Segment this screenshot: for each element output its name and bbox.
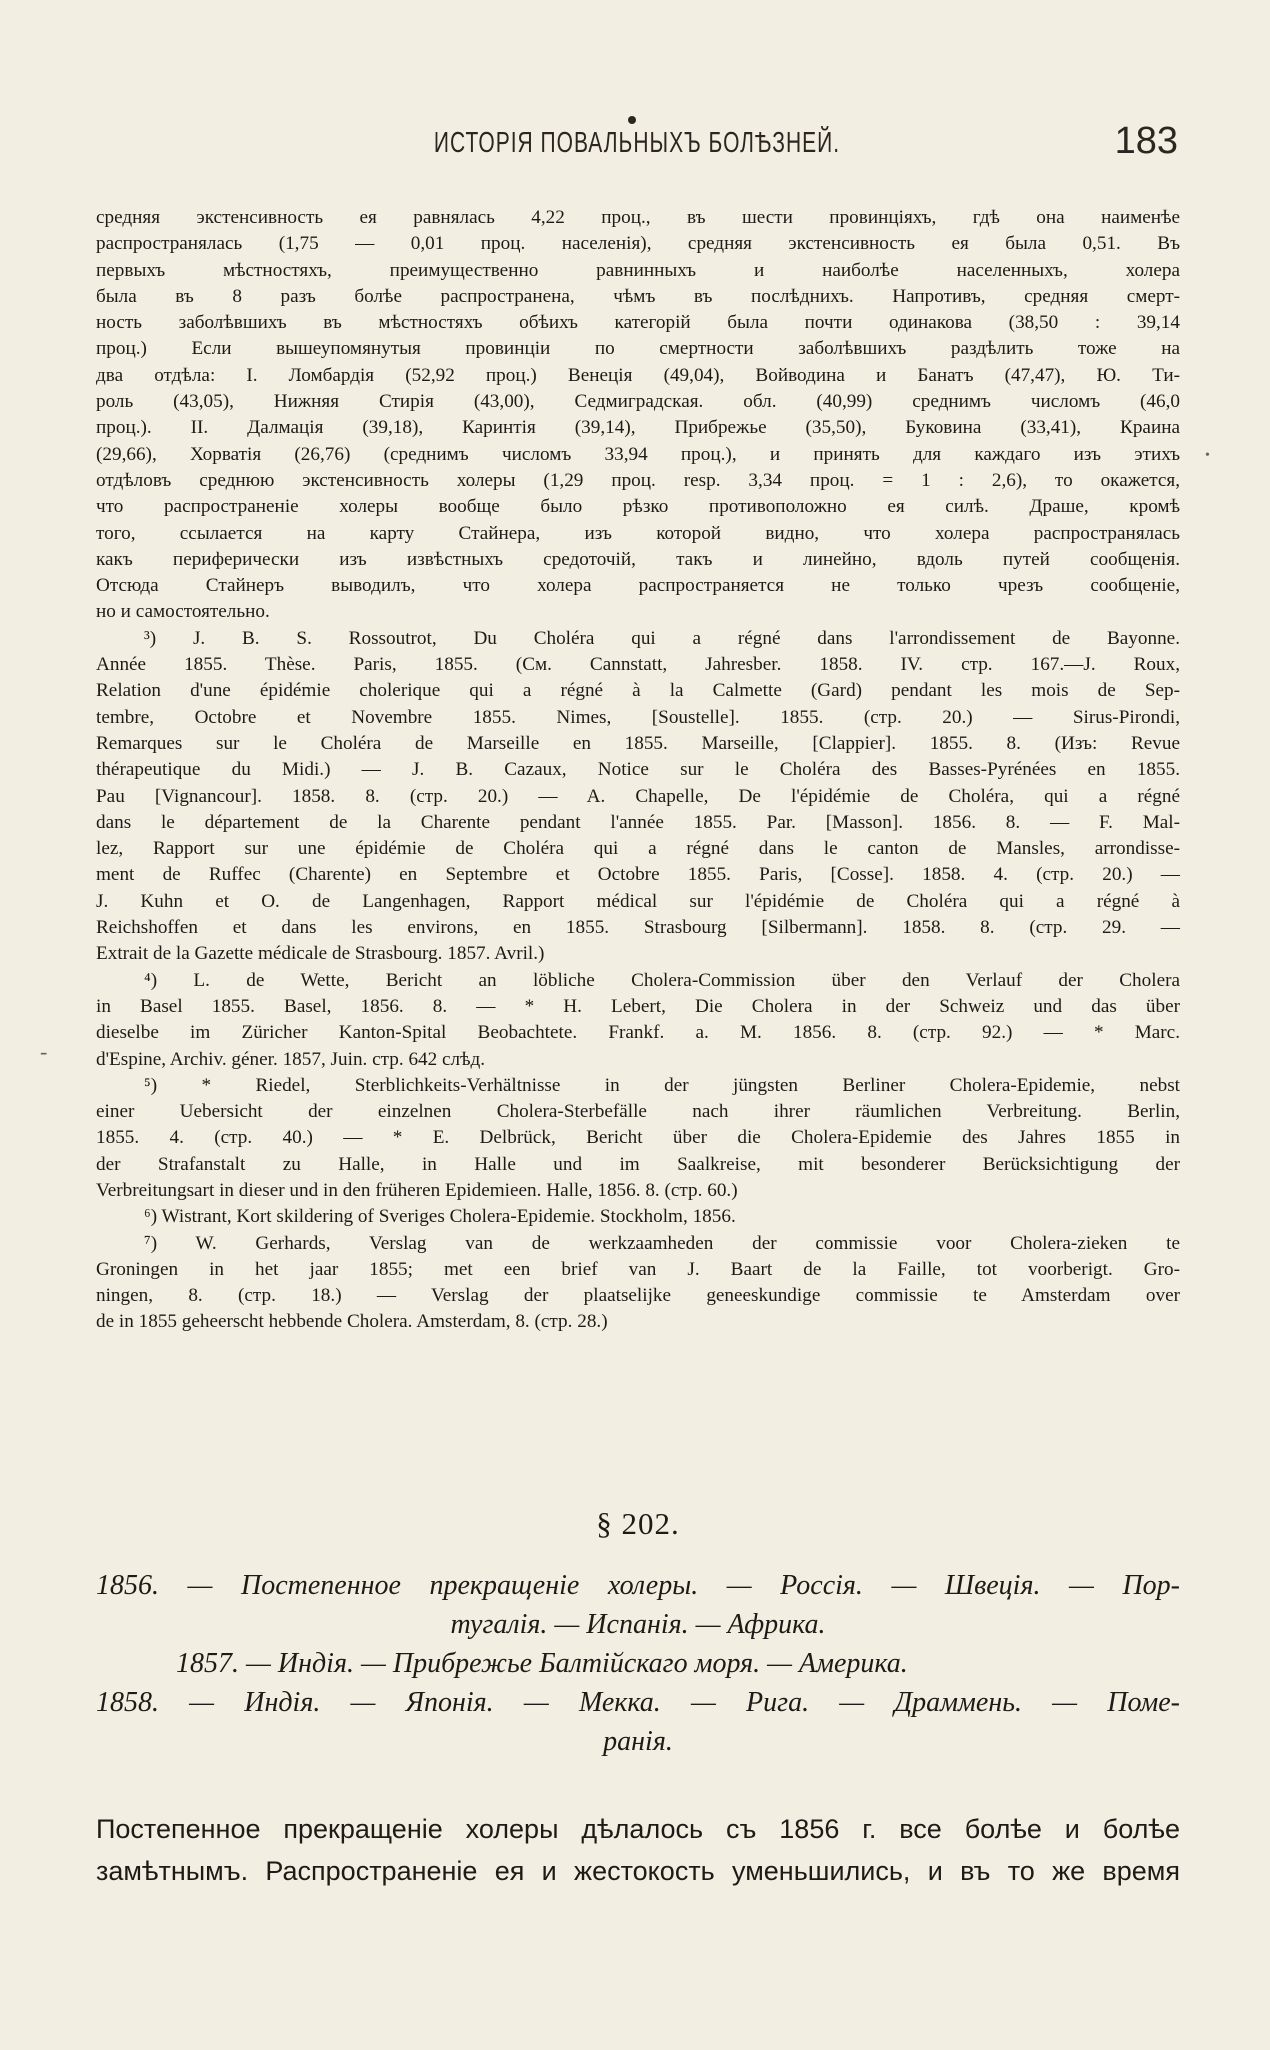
summary-line: тугалія. — Испанія. — Африка. <box>450 1609 826 1640</box>
footnote-line: Verbreitungsart in dieser und in den früheren Epidemieen. Halle, 1856. 8. (стр. 60.) <box>96 1179 738 1201</box>
footnote-line: первыхъ мѣстностяхъ, преимущественно равнинныхъ и наиболѣе населенныхъ, холера <box>96 259 1180 281</box>
margin-dot-mark: • <box>1205 448 1210 463</box>
footnote-line: Groningen in het jaar 1855; met een brief van J. Baart de la Faille, tot voorberigt. Gro- <box>96 1258 1180 1280</box>
page-header <box>96 118 1178 178</box>
summary-line: 1857. — Индія. — Прибрежье Балтійскаго моря. — Америка. <box>176 1648 908 1679</box>
footnote-line: Année 1855. Thèse. Paris, 1855. (См. Cannstatt, Jahresber. 1858. IV. стр. 167.—J. Roux, <box>96 654 1180 676</box>
footnote-line: dieselbe im Züricher Kanton-Spital Beobachtete. Frankf. a. M. 1856. 8. (стр. 92.) — * Marc. <box>96 1022 1180 1044</box>
footnote-line: thérapeutique du Midi.) — J. B. Cazaux, Notice sur le Choléra des Basses-Pyrénées en 1855. <box>96 759 1180 781</box>
footnote-line: dans le département de la Charente pendant l'année 1855. Par. [Masson]. 1856. 8. — F. Mal- <box>96 811 1180 833</box>
footnote-line: de in 1855 geheerscht hebbende Cholera. Amsterdam, 8. (стр. 28.) <box>96 1311 608 1333</box>
page-number: 183 <box>1114 120 1178 162</box>
footnote-line: что распространеніе холеры вообще было рѣзко противоположно ея силѣ. Драше, кромѣ <box>96 496 1180 518</box>
footnote-line: распространялась (1,75 — 0,01 проц. населенія), средняя экстенсивность ея была 0,51. Въ <box>96 233 1180 255</box>
summary-line: 1856. — Постепенное прекращеніе холеры. — Россія. — Швеція. — Пор- <box>96 1570 1180 1601</box>
footnote-line: была въ 8 разъ болѣе распространена, чѣмъ въ послѣднихъ. Напротивъ, средняя смерт- <box>96 285 1180 307</box>
body-text <box>96 1808 1180 1892</box>
footnote-line: проц.). II. Далмація (39,18), Каринтія (39,14), Прибрежье (35,50), Буковина (33,41), Краина <box>96 417 1180 439</box>
footnote-line: Remarques sur le Choléra de Marseille en 1855. Marseille, [Clappier]. 1855. 8. (Изъ: Revue <box>96 732 1180 754</box>
section-summary <box>96 1566 1180 1761</box>
footnote-line: einer Uebersicht der einzelnen Cholera-Sterbefälle nach ihrer räumlichen Verbreitung. Berlin, <box>96 1101 1180 1123</box>
footnote-line: Relation d'une épidémie cholerique qui a régné à la Calmette (Gard) pendant les mois de Sep- <box>96 680 1180 702</box>
footnote-line: того, ссылается на карту Стайнера, изъ которой видно, что холера распространялась <box>96 522 1180 544</box>
body-line: Постепенное прекращеніе холеры дѣлалось съ 1856 г. все болѣе и болѣе <box>96 1814 1180 1844</box>
summary-line: 1858. — Индія. — Японія. — Мекка. — Рига. — Драммень. — Поме- <box>96 1687 1180 1718</box>
footnote-line: ⁴) L. de Wette, Bericht an löbliche Cholera-Commission über den Verlauf der Cholera <box>144 969 1180 991</box>
footnote-line: ⁷) W. Gerhards, Verslag van de werkzaamheden der commissie voor Cholera-zieken te <box>144 1232 1180 1254</box>
footnote-line: ment de Ruffec (Charente) en Septembre et Octobre 1855. Paris, [Cosse]. 1858. 4. (стр. 20.) — <box>96 864 1180 886</box>
running-title: ИСТОРІЯ ПОВАЛЬНЫХЪ БОЛѢЗНЕЙ. <box>433 127 841 159</box>
footnote-line: отдѣловъ среднюю экстенсивность холеры (1,29 проц. resp. 3,34 проц. = 1 : 2,6), то окажется, <box>96 469 1180 491</box>
footnote-line: ³) J. B. S. Rossoutrot, Du Choléra qui a régné dans l'arrondissement de Bayonne. <box>144 627 1180 649</box>
footnote-line: der Strafanstalt zu Halle, in Halle und im Saalkreise, mit besonderer Berücksichtigung der <box>96 1153 1180 1175</box>
footnote-line: ность заболѣвшихъ въ мѣстностяхъ обѣихъ категорій была почти одинакова (38,50 : 39,14 <box>96 312 1180 334</box>
summary-line: ранія. <box>603 1726 673 1757</box>
footnotes-block <box>96 205 1180 1336</box>
footnote-line: lez, Rapport sur une épidémie de Choléra qui a régné dans le canton de Mansles, arrondisse- <box>96 838 1180 860</box>
footnote-line: средняя экстенсивность ея равнялась 4,22 проц., въ шести провинціяхъ, гдѣ она наименѣе <box>96 207 1180 228</box>
footnote-line: in Basel 1855. Basel, 1856. 8. — * H. Lebert, Die Cholera in der Schweiz und das über <box>96 995 1180 1017</box>
footnote-line: но и самостоятельно. <box>96 601 270 623</box>
footnote-line: Extrait de la Gazette médicale de Strasbourg. 1857. Avril.) <box>96 943 545 965</box>
footnote-line: ⁵) * Riedel, Sterblichkeits-Verhältnisse in der jüngsten Berliner Cholera-Epidemie, nebst <box>144 1074 1180 1096</box>
footnote-line: tembre, Octobre et Novembre 1855. Nimes, [Soustelle]. 1855. (стр. 20.) — Sirus-Pirondi, <box>96 706 1180 728</box>
footnote-line: (29,66), Хорватія (26,76) (среднимъ числомъ 33,94 проц.), и принять для каждаго изъ этихъ <box>96 443 1180 465</box>
footnote-line: роль (43,05), Нижняя Стирія (43,00), Седмиградская. обл. (40,99) среднимъ числомъ (46,0 <box>96 391 1180 413</box>
ink-dot <box>628 116 636 124</box>
footnote-line: ningen, 8. (стр. 18.) — Verslag der plaatselijke geneeskundige commissie te Amsterdam over <box>96 1285 1180 1307</box>
footnote-line: проц.) Если вышеупомянутыя провинціи по смертности заболѣвшихъ раздѣлить тоже на <box>96 338 1180 360</box>
footnote-line: Pau [Vignancour]. 1858. 8. (стр. 20.) — A. Chapelle, De l'épidémie de Choléra, qui a régné <box>96 785 1180 807</box>
footnote-line: J. Kuhn et O. de Langenhagen, Rapport médical sur l'épidémie de Choléra qui a régné à <box>96 890 1180 912</box>
footnote-line: 1855. 4. (стр. 40.) — * E. Delbrück, Bericht über die Cholera-Epidemie des Jahres 1855 in <box>96 1127 1180 1149</box>
section-title: § 202. <box>596 1506 680 1541</box>
footnote-line: какъ периферически изъ извѣстныхъ средоточій, такъ и линейно, вдоль путей сообщенія. <box>96 548 1180 570</box>
footnote-line: Отсюда Стайнеръ выводилъ, что холера распространяется не только чрезъ сообщеніе, <box>96 575 1180 597</box>
footnote-line: Reichshoffen et dans les environs, en 1855. Strasbourg [Silbermann]. 1858. 8. (стр. 29. — <box>96 917 1180 939</box>
footnote-line: два отдѣла: I. Ломбардія (52,92 проц.) Венеція (49,04), Войводина и Банатъ (47,47), Ю. Ти- <box>96 364 1180 386</box>
margin-dash-mark: ‐ <box>40 1039 48 1064</box>
footnote-line: ⁶) Wistrant, Kort skildering of Sveriges Cholera-Epidemie. Stockholm, 1856. <box>144 1206 736 1228</box>
body-line: замѣтнымъ. Распространеніе ея и жестокость уменьшились, и въ то же время <box>96 1856 1180 1886</box>
footnote-line: d'Espine, Archiv. géner. 1857, Juin. стр. 642 слѣд. <box>96 1048 486 1070</box>
